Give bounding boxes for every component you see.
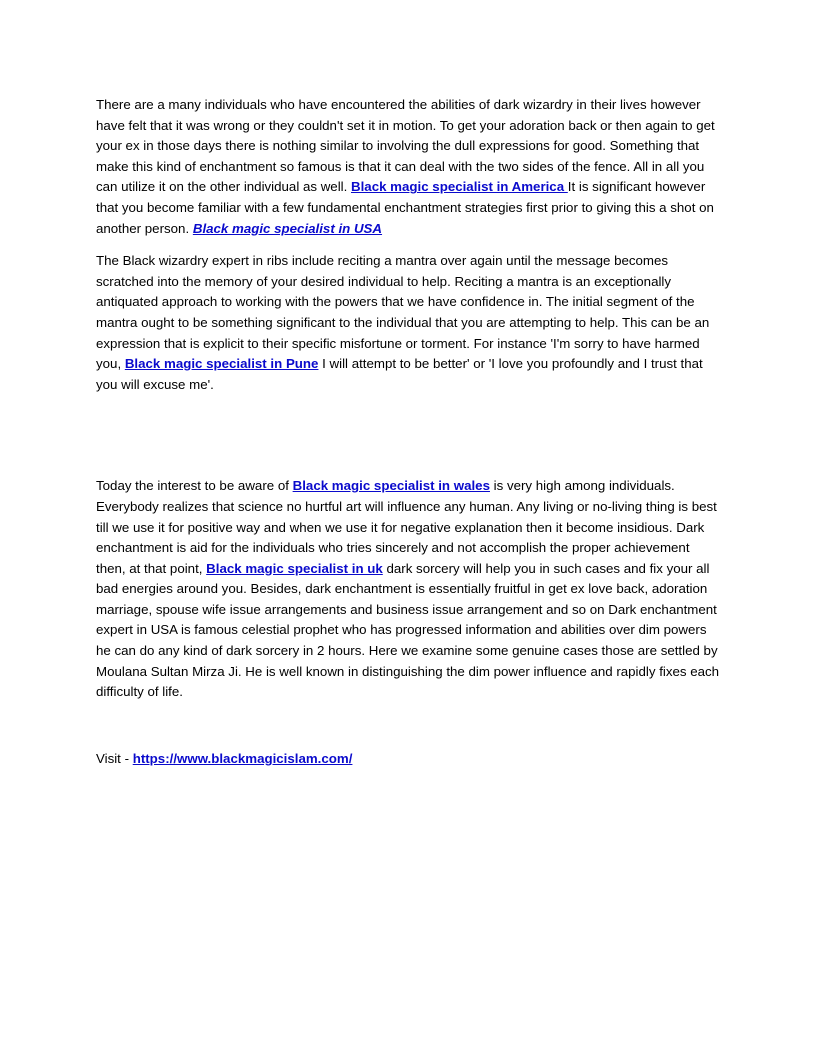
paragraph-intro-text-a: There are a many individuals who have encountered the abilities of dark wizardry in their lives however have felt that it was wrong or they couldn't set it in motion. To get your adoration back or then again to get your ex in those days there is nothing similar to involving the dull expressions for good. Something that make this kind of enchantment so famous is that it can deal with the two sides of the fence. All in all you can utilize it on the other individual as well. — [96, 97, 715, 195]
paragraph-mantra-text-b: I will attempt to be better' or 'I love you profoundly and I trust that you will excuse me'. — [96, 356, 703, 392]
link-black-magic-america[interactable]: Black magic specialist in America — [351, 179, 568, 195]
paragraph-mantra-text-a: The Black wizardry expert in ribs include reciting a mantra over again until the message becomes scratched into the memory of your desired individual to help. Reciting a mantra is an exceptionally antiquated approach to working with the powers that we have confidence in. The initial segment of the mantra ought to be something significant to the individual that you are attempting to help. This can be an expression that is explicit to their specific misfortune or torment. For instance 'I'm sorry to have harmed you, — [96, 253, 710, 372]
visit-label: Visit - — [96, 750, 133, 766]
paragraph-intro-text-b: It is significant however that you become familiar with a few fundamental enchantment strategies first prior to giving this a shot on another person. — [96, 179, 714, 236]
paragraph-interest — [96, 476, 722, 703]
paragraph-interest-text-a: Today the interest to be aware of — [96, 478, 293, 494]
link-black-magic-wales[interactable]: Black magic specialist in wales — [292, 478, 490, 494]
paragraph-intro — [96, 95, 722, 239]
link-website[interactable]: https://www.blackmagicislam.com/ — [132, 750, 353, 766]
paragraph-interest-text-c: dark sorcery will help you in such cases and fix your all bad energies around you. Besides, dark enchantment is essentially fruitful in get ex love back, adoration marriage, spouse wife issue arrangements and business issue arrangement and so on Dark enchantment expert in USA is famous celestial prophet who has progressed information and abilities over dim powers he can do any kind of dark sorcery in 2 hours. Here we examine some genuine cases those are settled by Moulana Sultan Mirza Ji. He is well known in distinguishing the dim power influence and rapidly fixes each difficulty of life. — [96, 560, 720, 700]
link-black-magic-pune[interactable]: Black magic specialist in Pune — [124, 356, 319, 372]
paragraph-mantra — [96, 251, 722, 395]
paragraph-interest-text-b: is very high among individuals. Everybody realizes that science no hurtful art will influence any human. Any living or no-living thing is best till we use it for positive way and when we use it for negative explanation then it become insidious. Dark enchantment is aid for the individuals who tries sincerely and not accomplish the proper achievement then, at that point, — [96, 478, 717, 576]
document-page — [96, 95, 722, 769]
paragraph-visit — [96, 749, 722, 770]
link-black-magic-uk[interactable]: Black magic specialist in uk — [206, 560, 383, 576]
link-black-magic-usa[interactable]: Black magic specialist in USA — [192, 220, 383, 236]
